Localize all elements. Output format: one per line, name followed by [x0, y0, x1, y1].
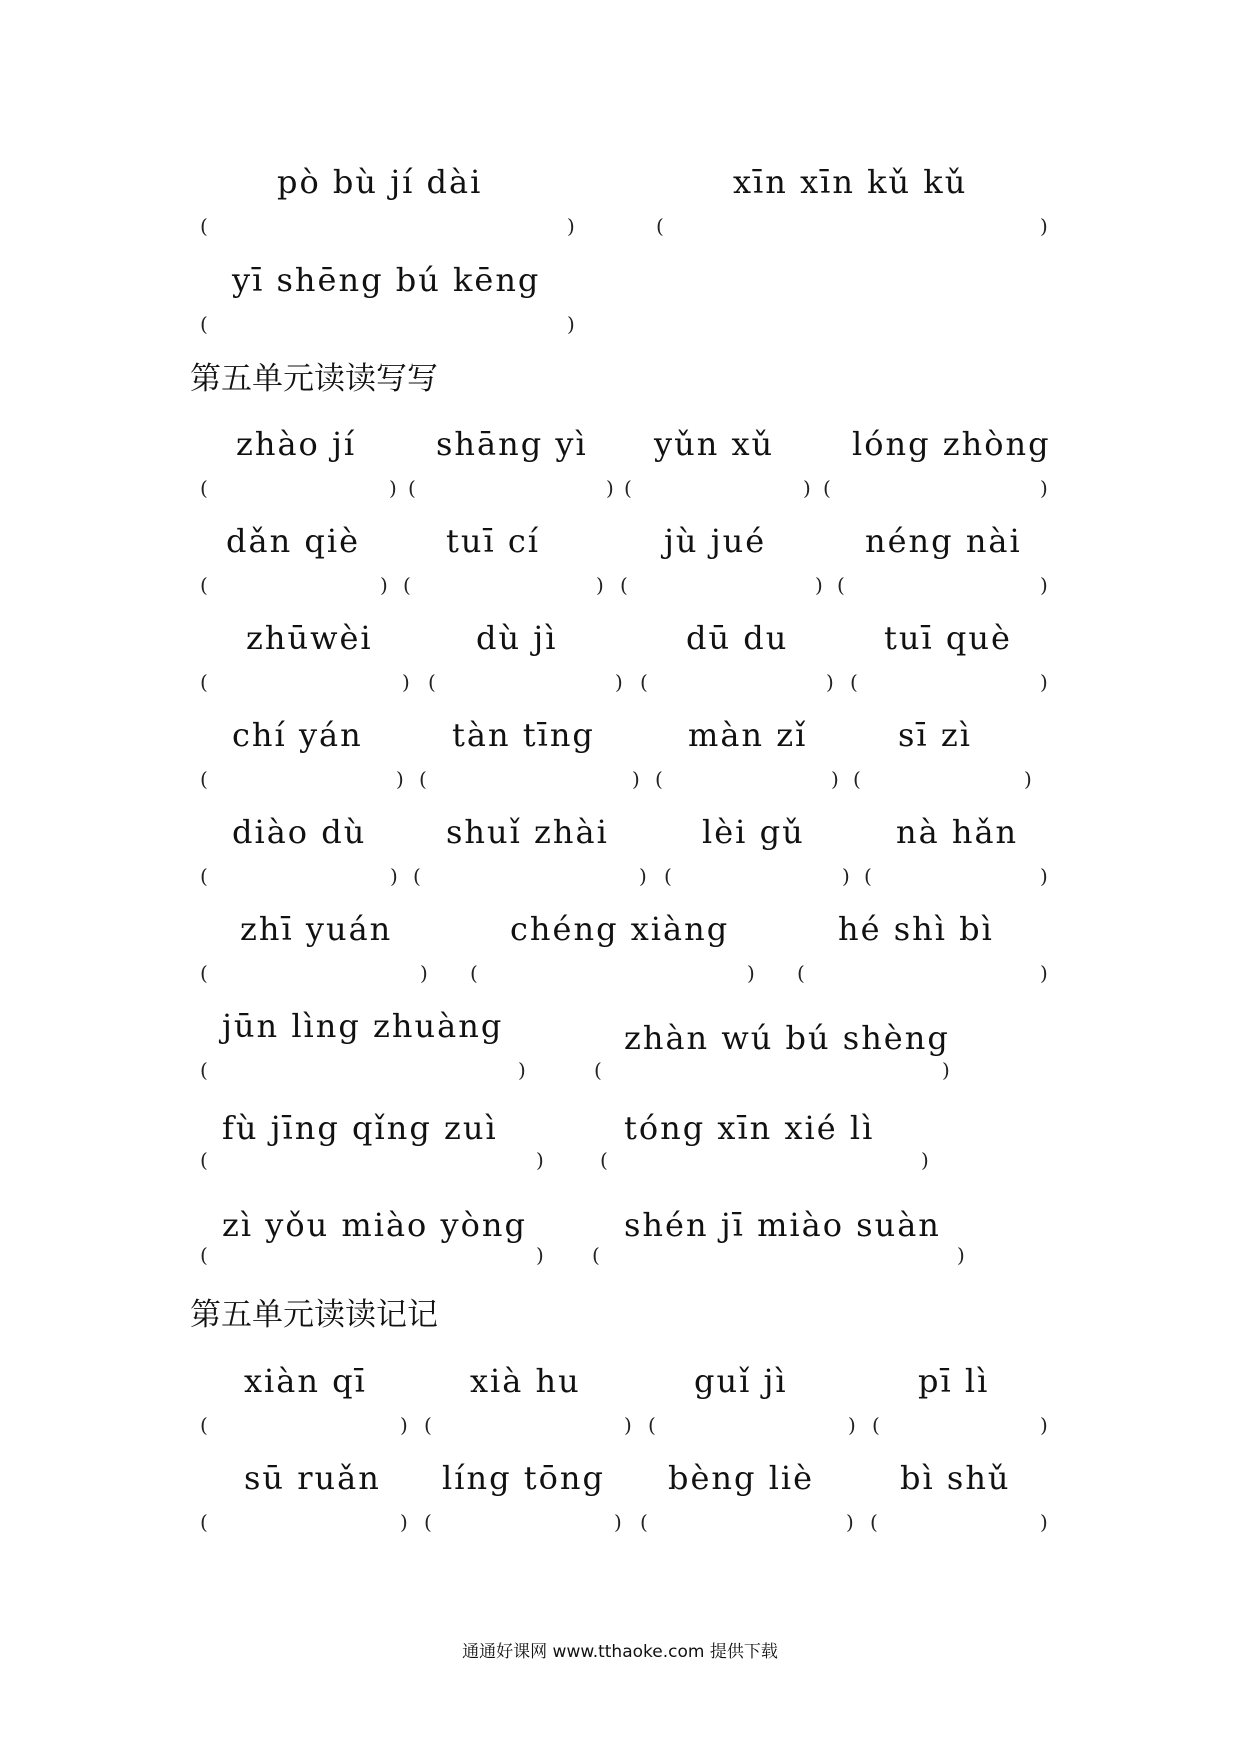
bracket-close: ): [632, 767, 640, 791]
bracket-open: (: [403, 573, 411, 597]
pinyin-word: xiàn qī: [244, 1362, 367, 1400]
bracket-close: ): [957, 1243, 965, 1267]
bracket-close: ): [921, 1148, 929, 1172]
pinyin-word: fù jīng qǐng zuì: [222, 1109, 498, 1147]
pinyin-word: màn zǐ: [688, 716, 808, 754]
pinyin-word: xià hu: [470, 1362, 581, 1400]
bracket-open: (: [870, 1510, 878, 1534]
pinyin-word: shuǐ zhài: [446, 813, 609, 851]
pinyin-word: jù jué: [664, 522, 767, 560]
bracket-open: (: [837, 573, 845, 597]
bracket-close: ): [1040, 1510, 1048, 1534]
bracket-open: (: [413, 864, 421, 888]
bracket-open: (: [592, 1243, 600, 1267]
pinyin-word: pī lì: [918, 1362, 990, 1400]
pinyin-word: sī zì: [898, 716, 972, 754]
pinyin-word: chí yán: [232, 716, 363, 754]
bracket-open: (: [200, 1413, 208, 1437]
pinyin-word: tuī què: [884, 619, 1012, 657]
bracket-open: (: [640, 670, 648, 694]
pinyin-word: yī shēng bú kēng: [232, 261, 541, 299]
bracket-open: (: [594, 1058, 602, 1082]
bracket-close: ): [596, 573, 604, 597]
pinyin-word: zhàn wú bú shèng: [624, 1019, 950, 1057]
bracket-close: ): [400, 1413, 408, 1437]
bracket-close: ): [390, 864, 398, 888]
bracket-open: (: [424, 1510, 432, 1534]
bracket-close: ): [536, 1243, 544, 1267]
section-heading: 第五单元读读写写: [190, 361, 438, 397]
pinyin-word: hé shì bì: [838, 910, 994, 948]
bracket-close: ): [1040, 476, 1048, 500]
bracket-close: ): [396, 767, 404, 791]
bracket-open: (: [200, 1058, 208, 1082]
bracket-open: (: [640, 1510, 648, 1534]
pinyin-word: néng nài: [865, 522, 1022, 560]
bracket-close: ): [380, 573, 388, 597]
pinyin-word: lóng zhòng: [852, 425, 1051, 463]
bracket-close: ): [1040, 961, 1048, 985]
pinyin-word: tàn tīng: [452, 716, 595, 754]
pinyin-word: jūn lìng zhuàng: [222, 1007, 504, 1045]
bracket-open: (: [428, 670, 436, 694]
pinyin-word: zhào jí: [236, 425, 357, 463]
bracket-close: ): [848, 1413, 856, 1437]
bracket-close: ): [803, 476, 811, 500]
bracket-close: ): [1040, 1413, 1048, 1437]
bracket-close: ): [536, 1148, 544, 1172]
bracket-close: ): [831, 767, 839, 791]
bracket-close: ): [1040, 670, 1048, 694]
bracket-open: (: [200, 1243, 208, 1267]
pinyin-word: yǔn xǔ: [654, 425, 775, 463]
bracket-close: ): [846, 1510, 854, 1534]
bracket-open: (: [872, 1413, 880, 1437]
pinyin-word: zhūwèi: [246, 619, 373, 657]
pinyin-word: líng tōng: [442, 1459, 605, 1497]
pinyin-word: dǎn qiè: [226, 522, 360, 560]
pinyin-word: dū du: [686, 619, 789, 657]
pinyin-word: shāng yì: [436, 425, 588, 463]
bracket-close: ): [826, 670, 834, 694]
pinyin-word: bèng liè: [668, 1459, 815, 1497]
bracket-close: ): [402, 670, 410, 694]
bracket-open: (: [200, 1510, 208, 1534]
bracket-open: (: [664, 864, 672, 888]
bracket-close: ): [615, 670, 623, 694]
bracket-open: (: [864, 864, 872, 888]
bracket-close: ): [420, 961, 428, 985]
pinyin-word: tuī cí: [446, 522, 541, 560]
bracket-close: ): [389, 476, 397, 500]
bracket-close: ): [567, 214, 575, 238]
bracket-close: ): [639, 864, 647, 888]
bracket-close: ): [614, 1510, 622, 1534]
bracket-open: (: [797, 961, 805, 985]
pinyin-word: lèi gǔ: [702, 813, 805, 851]
bracket-open: (: [200, 312, 208, 336]
pinyin-word: chéng xiàng: [510, 910, 730, 948]
bracket-open: (: [408, 476, 416, 500]
pinyin-word: zì yǒu miào yòng: [222, 1206, 527, 1244]
bracket-open: (: [823, 476, 831, 500]
bracket-close: ): [1040, 864, 1048, 888]
pinyin-word: zhī yuán: [240, 910, 393, 948]
bracket-close: ): [815, 573, 823, 597]
bracket-close: ): [567, 312, 575, 336]
bracket-close: ): [624, 1413, 632, 1437]
bracket-open: (: [470, 961, 478, 985]
bracket-open: (: [853, 767, 861, 791]
bracket-open: (: [200, 573, 208, 597]
pinyin-word: guǐ jì: [694, 1362, 788, 1400]
pinyin-word: diào dù: [232, 813, 367, 851]
pinyin-word: dù jì: [476, 619, 558, 657]
bracket-open: (: [655, 767, 663, 791]
pinyin-word: sū ruǎn: [244, 1459, 381, 1497]
bracket-open: (: [850, 670, 858, 694]
bracket-close: ): [400, 1510, 408, 1534]
bracket-open: (: [200, 670, 208, 694]
bracket-close: ): [1040, 214, 1048, 238]
bracket-open: (: [648, 1413, 656, 1437]
bracket-open: (: [200, 864, 208, 888]
bracket-open: (: [200, 961, 208, 985]
bracket-close: ): [606, 476, 614, 500]
bracket-close: ): [1040, 573, 1048, 597]
footer-text: 通通好课网 www.tthaoke.com 提供下载: [462, 1642, 778, 1662]
bracket-open: (: [600, 1148, 608, 1172]
bracket-open: (: [624, 476, 632, 500]
bracket-open: (: [620, 573, 628, 597]
pinyin-word: shén jī miào suàn: [624, 1206, 941, 1244]
bracket-open: (: [200, 767, 208, 791]
bracket-open: (: [419, 767, 427, 791]
bracket-close: ): [1024, 767, 1032, 791]
pinyin-word: xīn xīn kǔ kǔ: [733, 163, 968, 201]
bracket-open: (: [424, 1413, 432, 1437]
bracket-open: (: [200, 214, 208, 238]
section-heading: 第五单元读读记记: [190, 1297, 438, 1333]
pinyin-word: pò bù jí dài: [277, 163, 483, 201]
pinyin-word: nà hǎn: [896, 813, 1019, 851]
bracket-close: ): [518, 1058, 526, 1082]
bracket-close: ): [747, 961, 755, 985]
bracket-open: (: [200, 476, 208, 500]
bracket-open: (: [200, 1148, 208, 1172]
pinyin-word: tóng xīn xié lì: [624, 1109, 875, 1147]
pinyin-word: bì shǔ: [900, 1459, 1011, 1497]
bracket-close: ): [842, 864, 850, 888]
bracket-open: (: [656, 214, 664, 238]
bracket-close: ): [942, 1058, 950, 1082]
